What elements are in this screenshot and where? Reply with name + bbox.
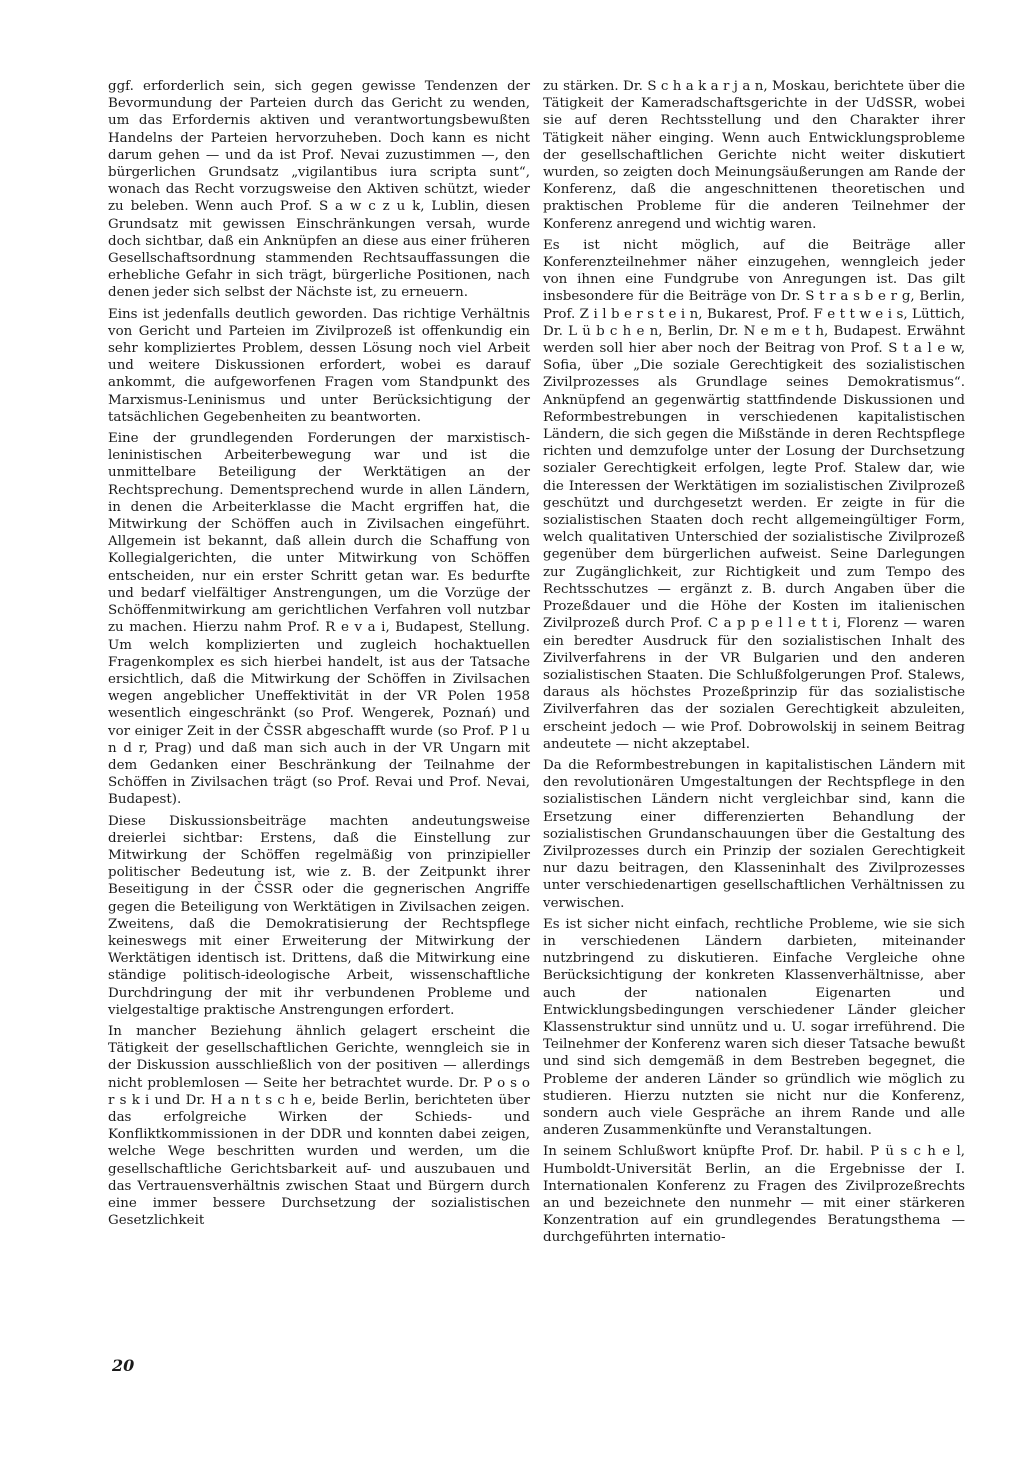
paragraph: In seinem Schlußwort knüpfte Prof. Dr. habil. P ü s c h e l, Humboldt-Universität Berlin, an die Ergebnisse der I. Internationalen Konferenz zu Fragen des Zivilprozeßrechts an und bezeichnete den nunmehr — mit einer stärkeren Konzentration auf ein grundlegendes Beratungsthema — durchgeführten internatio- [543, 1144, 965, 1246]
paragraph: ggf. erforderlich sein, sich gegen gewisse Tendenzen der Bevormundung der Parteien durch das Gericht zu wenden, um das Erfordernis aktiven und verantwortungsbewußten Handelns der Parteien hervorzuheben. Doch kann es nicht darum gehen — und da ist Prof. Nevai zuzustimmen —, den bürgerlichen Grundsatz „vigilantibus iura scripta sunt“, wonach das Recht vorzugsweise den Aktiven schützt, wieder zu beleben. Wenn auch Prof. S a w c z u k, Lublin, diesen Grundsatz mit gewissen Einschränkungen versah, wurde doch sichtbar, daß ein Anknüpfen an diese aus einer früheren Gesellschaftsordnung stammenden Rechtsauffassungen die erhebliche Gefahr in sich trägt, bürgerliche Positionen, nach denen jeder sich selbst der Nächste ist, zu erneuern. [108, 79, 530, 301]
paragraph: Diese Diskussionsbeiträge machten andeutungsweise dreierlei sichtbar: Erstens, daß die Einstellung zur Mitwirkung der Schöffen regelmäßig von prinzipieller politischer Bedeutung ist, wie z. B. der Zeitpunkt ihrer Beseitigung in der ČSSR oder die gegnerischen Angriffe gegen die Beteiligung von Werktätigen in Zivilsachen zeigen. Zweitens, daß die Demokratisierung der Rechtspflege keineswegs mit einer Erweiterung der Mitwirkung der Werktätigen identisch ist. Drittens, daß die Mitwirkung eine ständige politisch-ideologische Arbeit, wissenschaftliche Durchdringung der mit ihr verbundenen Probleme und vielgestaltige praktische Anstrengungen erfordert. [108, 813, 530, 1018]
paragraph: zu stärken. Dr. S c h a k a r j a n, Moskau, berichtete über die Tätigkeit der Kameradschaftsgerichte in der UdSSR, wobei sie auf deren Rechtsstellung und den Charakter ihrer Tätigkeit näher einging. Wenn auch Entwicklungsprobleme der gesellschaftlichen Gerichte nicht weiter diskutiert wurden, so zeigten doch Meinungsäußerungen am Rande der Konferenz, daß die angeschnittenen theoretischen und praktischen Probleme für die anderen Teilnehmer der Konferenz anregend und wichtig waren. [543, 79, 965, 232]
right-column [543, 78, 965, 1251]
paragraph: Eine der grundlegenden Forderungen der marxistisch-leninistischen Arbeiterbewegung war und ist die unmittelbare Beteiligung der Werktätigen an der Rechtsprechung. Dementsprechend wurde in allen Ländern, in denen die Arbeiterklasse die Macht ergriffen hat, die Mitwirkung der Schöffen auch in Zivilsachen eingeführt. Allgemein ist bekannt, daß allein durch die Schaffung von Kollegialgerichten, die unter Mitwirkung von Schöffen entscheiden, nur ein erster Schritt getan war. Es bedurfte und bedarf vielfältiger Anstrengungen, um die Vorzüge der Schöffenmitwirkung am gerichtlichen Verfahren voll nutzbar zu machen. Hierzu nahm Prof. R e v a i, Budapest, Stellung. Um welch komplizierten und zugleich hochaktuellen Fragenkomplex es sich hierbei handelt, ist aus der Tatsache ersichtlich, daß die Mitwirkung der Schöffen in Zivilsachen wegen angeblicher Uneffektivität in der VR Polen 1958 wesentlich eingeschränkt (so Prof. Wengerek, Poznań) und vor einiger Zeit in der ČSSR abgeschafft wurde (so Prof. P l u n d r, Prag) und daß man sich auch in der VR Ungarn mit dem Gedanken einer Beschränkung der Teilnahme der Schöffen in Zivilsachen trägt (so Prof. Revai und Prof. Nevai, Budapest). [108, 431, 530, 808]
paragraph: Es ist sicher nicht einfach, rechtliche Probleme, wie sie sich in verschiedenen Ländern darbieten, miteinander nutzbringend zu diskutieren. Einfache Vergleiche ohne Berücksichtigung der konkreten Klassenverhältnisse, aber auch der nationalen Eigenarten und Entwicklungsbedingungen verschiedener Länder gleicher Klassenstruktur sind unnütz und u. U. sogar irreführend. Die Teilnehmer der Konferenz waren sich dieser Tatsache bewußt und sind sich demgemäß in dem Bestreben begegnet, die Probleme der anderen Länder so gründlich wie möglich zu studieren. Hierzu nutzten sie nicht nur die Konferenz, sondern auch viele Gespräche an ihrem Rande und alle anderen Zusammenkünfte und Veranstaltungen. [543, 916, 965, 1139]
paragraph: Eins ist jedenfalls deutlich geworden. Das richtige Verhältnis von Gericht und Parteien im Zivilprozeß ist offenkundig ein sehr kompliziertes Problem, dessen Lösung noch viel Arbeit und weitere Diskussionen erfordert, wobei es darauf ankommt, die aufgeworfenen Fragen vom Standpunkt des Marxismus-Leninismus und unter Berücksichtigung der tatsächlichen Gegebenheiten zu beantworten. [108, 306, 530, 425]
paragraph: In mancher Beziehung ähnlich gelagert erscheint die Tätigkeit der gesellschaftlichen Gerichte, wenngleich sie in der Diskussion ausschließlich von der positiven — allerdings nicht problemlosen — Seite her betrachtet wurde. Dr. P o s o r s k i und Dr. H a n t s c h e, beide Berlin, berichteten über das erfolgreiche Wirken der Schieds- und Konfliktkommissionen in der DDR und konnten dabei zeigen, welche Wege beschritten wurden und werden, um die gesellschaftliche Gerichtsbarkeit auf- und auszubauen und das Vertrauensverhältnis zwischen Staat und Bürgern durch eine immer bessere Durchsetzung der sozialistischen Gesetzlichkeit [108, 1023, 530, 1229]
paragraph: Da die Reformbestrebungen in kapitalistischen Ländern mit den revolutionären Umgestaltungen der Rechtspflege in den sozialistischen Ländern nicht vergleichbar sind, kann die Ersetzung einer differenzierten Behandlung der sozialistischen Grundanschauungen über die Gestaltung des Zivilprozesses durch ein Prinzip der sozialen Gerechtigkeit nur dazu beitragen, den Klasseninhalt des Zivilprozesses unter verschiedenartigen gesellschaftlichen Verhältnissen zu verwischen. [543, 757, 965, 911]
left-column [108, 78, 530, 1233]
page-number: 20 [112, 1356, 135, 1375]
paragraph: Es ist nicht möglich, auf die Beiträge aller Konferenzteilnehmer näher einzugehen, wenngleich jeder von ihnen eine Fundgrube von Anregungen ist. Das gilt insbesondere für die Beiträge von Dr. S t r a s b e r g, Berlin, Prof. Z i l b e r s t e i n, Bukarest, Prof. F e t t w e i s, Lüttich, Dr. L ü b c h e n, Berlin, Dr. N e m e t h, Budapest. Erwähnt werden soll hier aber noch der Beitrag von Prof. S t a l e w, Sofia, über „Die soziale Gerechtigkeit des sozialistischen Zivilprozesses als Grundlage seines Demokratismus“. Anknüpfend an gegenwärtig stattfindende Diskussionen und Reformbestrebungen in verschiedenen kapitalistischen Ländern, die sich gegen die Mißstände in deren Rechtspflege richten und demzufolge unter der Losung der Durchsetzung sozialer Gerechtigkeit erfolgen, legte Prof. Stalew dar, wie die Interessen der Werktätigen im sozialistischen Zivilprozeß geschützt und durchgesetzt werden. Er zeigte in für die sozialistischen Staaten doch recht allgemeingültiger Form, welch qualitativen Unterschied der sozialistische Zivilprozeß gegenüber dem bürgerlichen aufweist. Seine Darlegungen zur Zugänglichkeit, zur Richtigkeit und zum Tempo des Rechtsschutzes — ergänzt z. B. durch Angaben über die Prozeßdauer und die Höhe der Kosten im italienischen Zivilprozeß durch Prof. C a p p e l l e t t i, Florenz — waren ein beredter Ausdruck für den sozialistischen Inhalt des Zivilverfahrens in der VR Bulgarien und den anderen sozialistischen Staaten. Die Schlußfolgerungen Prof. Stalews, daraus als höchstes Prozeßprinzip für das sozialistische Zivilverfahren das der sozialen Gerechtigkeit abzuleiten, erscheint jedoch — wie Prof. Dobrowolskij in seinem Beitrag andeutete — nicht akzeptabel. [543, 237, 965, 752]
